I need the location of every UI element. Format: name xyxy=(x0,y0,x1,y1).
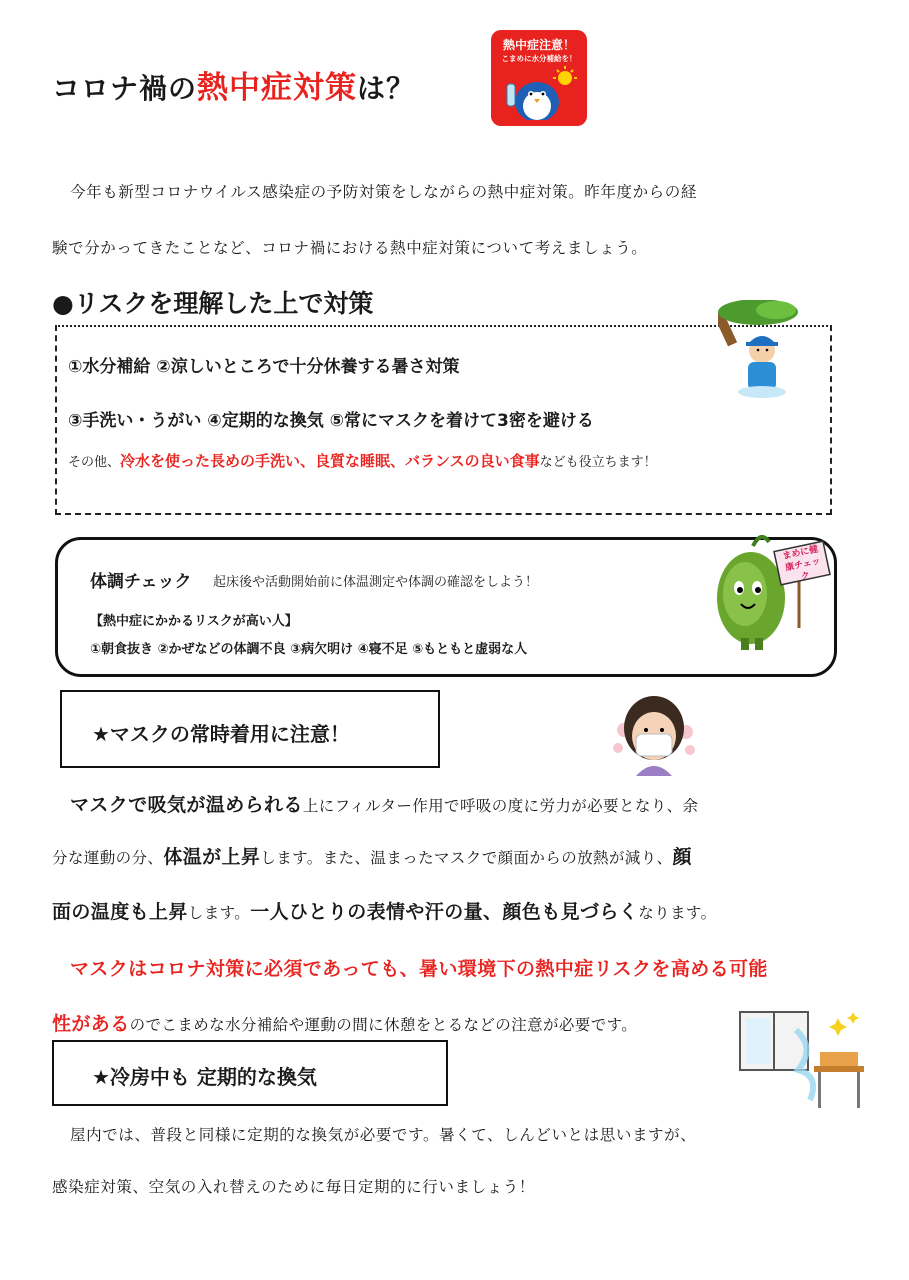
heatstroke-warning-badge xyxy=(491,30,587,126)
mask-l4-warning: マスクはコロナ対策に必須であっても、暑い環境下の熱中症リスクを高める可能 xyxy=(70,958,768,980)
note-pre: その他、 xyxy=(68,455,121,470)
mask-l2-b: します。また、温まったマスクで顔面からの放熱が減り、 xyxy=(260,849,673,867)
mask-section-heading: ★マスクの常時着用に注意！ xyxy=(60,690,440,768)
mask-l2-emph: 体温が上昇 xyxy=(163,846,261,868)
masked-girl-illustration xyxy=(610,690,698,780)
risk-measures-line-2: ③手洗い・うがい ④定期的な換気 ⑤常にマスクを着けて3密を避ける xyxy=(68,411,594,431)
mask-para-line-1 xyxy=(70,790,698,817)
mask-l5-warning: 性がある xyxy=(52,1013,130,1035)
mask-para-line-4 xyxy=(70,954,768,981)
mask-l3-a: します。 xyxy=(187,904,251,922)
mask-l2-emph2: 顔 xyxy=(672,846,692,868)
mask-l3-b: なります。 xyxy=(638,904,717,922)
ventilation-line-1: 屋内では、普段と同様に定期的な換気が必要です。暑くて、しんどいとは思いますが、 xyxy=(70,1126,697,1144)
page-title xyxy=(52,62,415,107)
mask-para-line-5 xyxy=(52,1009,637,1036)
title-pre: コロナ禍の xyxy=(52,72,198,105)
bean-sign-text: まめに健康チェック xyxy=(781,544,822,583)
mask-l2-a: 分な運動の分、 xyxy=(52,849,164,867)
risk-measures-line-1: ①水分補給 ②涼しいところで十分休養する暑さ対策 xyxy=(68,357,460,377)
mask-l3-emph2: 一人ひとりの表情や汗の量、顔色も見づらく xyxy=(250,901,639,923)
risk-heading: ●リスクを理解した上で対策 xyxy=(52,289,374,318)
high-risk-list: ①朝食抜き ②かぜなどの体調不良 ③病欠明け ④寝不足 ⑤もともと虚弱な人 xyxy=(90,642,528,657)
resting-person-illustration xyxy=(718,300,798,400)
window-desk-illustration xyxy=(738,1008,868,1112)
mask-para-line-2 xyxy=(52,842,692,869)
title-post: は？ xyxy=(357,72,416,105)
intro-line-2: 験で分かってきたことなど、コロナ禍における熱中症対策について考えましょう。 xyxy=(52,239,648,257)
note-highlight: 冷水を使った長めの手洗い、良質な睡眠、バランスの良い食事 xyxy=(120,452,540,470)
mask-l1-emph: マスクで吸気が温められる xyxy=(70,794,303,816)
note-post: なども役立ちます！ xyxy=(539,455,657,470)
mask-l5-rest: のでこまめな水分補給や運動の間に休憩をとるなどの注意が必要です。 xyxy=(129,1016,638,1034)
penguin-drinking-icon xyxy=(501,66,577,120)
mask-para-line-3 xyxy=(52,897,716,924)
badge-line2: こまめに水分補給を！ xyxy=(501,54,577,63)
health-check-title: 体調チェック xyxy=(90,572,192,592)
title-highlight: 熱中症対策 xyxy=(197,70,358,106)
ventilation-section-heading: ★冷房中も 定期的な換気 xyxy=(52,1040,448,1106)
intro-line-1: 今年も新型コロナウイルス感染症の予防対策をしながらの熱中症対策。昨年度からの経 xyxy=(70,183,697,201)
mask-l3-emph: 面の温度も上昇 xyxy=(52,901,188,923)
risk-extra-note xyxy=(68,450,657,471)
health-check-desc: 起床後や活動開始前に体温測定や体調の確認をしよう！ xyxy=(213,575,539,590)
high-risk-subheading: 【熱中症にかかるリスクが高い人】 xyxy=(90,614,298,629)
mask-l1-rest: 上にフィルター作用で呼吸の度に労力が必要となり、余 xyxy=(302,797,699,815)
badge-line1: 熱中症注意！ xyxy=(502,38,575,52)
ventilation-line-2: 感染症対策、空気の入れ替えのために毎日定期的に行いましょう！ xyxy=(52,1178,536,1196)
